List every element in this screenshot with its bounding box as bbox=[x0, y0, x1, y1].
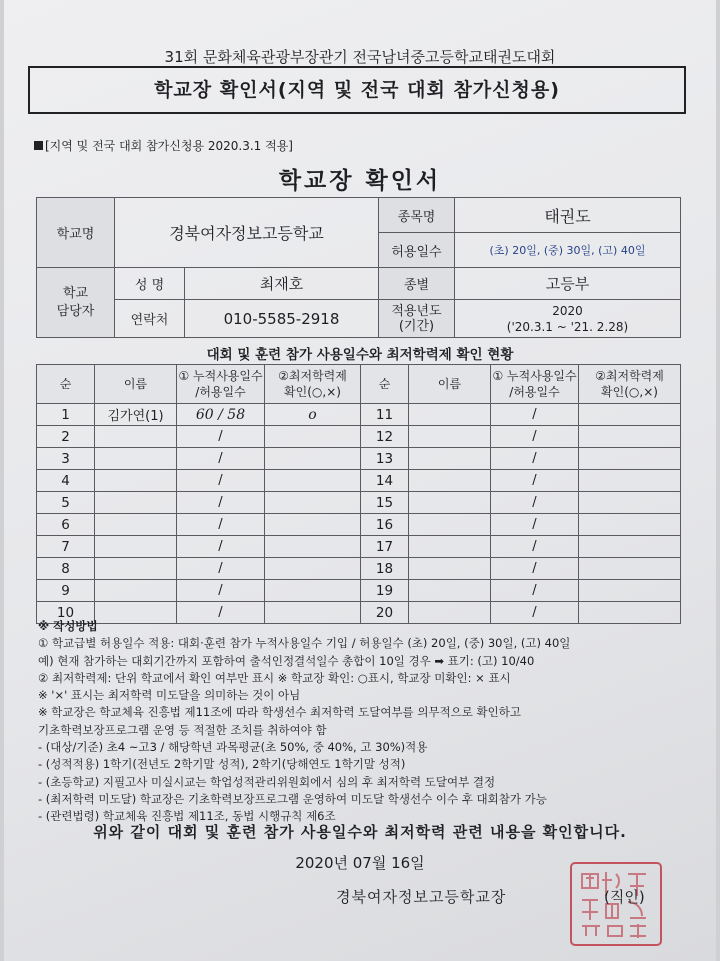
row-number: 7 bbox=[37, 536, 95, 558]
instruction-line: ※ '×' 표시는 최저학력 미도달을 의미하는 것이 아님 bbox=[38, 688, 301, 703]
row-name bbox=[95, 492, 177, 514]
col-check-right: ②최저학력제 확인(○,×) bbox=[579, 365, 681, 404]
manager-name: 최재호 bbox=[185, 268, 379, 300]
table-row bbox=[37, 514, 681, 536]
year-value: 2020 bbox=[552, 303, 583, 318]
row-name bbox=[409, 492, 491, 514]
instruction-line: ② 최저학력제: 단위 학교에서 확인 여부만 표시 ※ 학교장 확인: ○표시, 학교장 미확인: × 표시 bbox=[38, 670, 511, 685]
name-label: 성 명 bbox=[115, 268, 185, 300]
row-check bbox=[579, 492, 681, 514]
row-days: / bbox=[177, 470, 265, 492]
row-days: / bbox=[491, 426, 579, 448]
row-name bbox=[409, 580, 491, 602]
row-name bbox=[409, 558, 491, 580]
row-name: 김가연(1) bbox=[95, 404, 177, 426]
row-days: / bbox=[491, 404, 579, 426]
year-label: 적용년도 (기간) bbox=[379, 300, 455, 338]
contact-label: 연락처 bbox=[115, 300, 185, 338]
row-days: 60 / 58 bbox=[177, 404, 265, 426]
sport-label: 종목명 bbox=[379, 198, 455, 233]
row-number: 10 bbox=[37, 602, 95, 624]
school-label: 학교명 bbox=[37, 198, 115, 268]
row-check bbox=[265, 580, 361, 602]
col-name-right: 이름 bbox=[409, 365, 491, 404]
row-days: / bbox=[491, 448, 579, 470]
row-check bbox=[265, 514, 361, 536]
event-title: 31회 문화체육관광부장관기 전국남녀중고등학교태권도대회 bbox=[164, 48, 556, 66]
row-check bbox=[579, 426, 681, 448]
instruction-line: - (관련법령) 학교체육 진흥법 제11조, 동법 시행규칙 제6조 bbox=[38, 809, 336, 824]
row-number: 6 bbox=[37, 514, 95, 536]
row-number: 8 bbox=[37, 558, 95, 580]
col-no-right: 순 bbox=[361, 365, 409, 404]
row-check bbox=[265, 536, 361, 558]
table-row bbox=[37, 492, 681, 514]
row-days: / bbox=[177, 602, 265, 624]
row-name bbox=[95, 448, 177, 470]
table-row bbox=[37, 558, 681, 580]
info-table bbox=[36, 197, 681, 338]
row-name bbox=[409, 426, 491, 448]
row-name bbox=[95, 514, 177, 536]
row-check bbox=[265, 492, 361, 514]
row-check bbox=[265, 448, 361, 470]
row-check bbox=[265, 426, 361, 448]
row-days: / bbox=[491, 580, 579, 602]
row-name bbox=[95, 470, 177, 492]
row-check bbox=[579, 536, 681, 558]
row-check bbox=[265, 470, 361, 492]
row-number: 19 bbox=[361, 580, 409, 602]
row-check bbox=[579, 580, 681, 602]
row-number: 18 bbox=[361, 558, 409, 580]
table-row bbox=[37, 404, 681, 426]
row-check bbox=[579, 514, 681, 536]
row-check bbox=[579, 470, 681, 492]
square-bullet-icon bbox=[34, 141, 43, 150]
applied-note-text: [지역 및 전국 대회 참가신청용 2020.3.1 적용] bbox=[45, 139, 293, 153]
row-number: 5 bbox=[37, 492, 95, 514]
row-name bbox=[409, 404, 491, 426]
row-days: / bbox=[177, 558, 265, 580]
issue-date: 2020년 07월 16일 bbox=[295, 854, 425, 872]
instruction-line: ① 학교급별 허용일수 적용: 대회·훈련 참가 누적사용일수 기입 / 허용일수 (초) 20일, (중) 30일, (고) 40일 bbox=[38, 636, 571, 651]
allowed-days-value: (초) 20일, (중) 30일, (고) 40일 bbox=[455, 233, 681, 268]
table-body bbox=[37, 404, 681, 624]
row-days: / bbox=[491, 470, 579, 492]
row-name bbox=[95, 558, 177, 580]
type-label: 종별 bbox=[379, 268, 455, 300]
row-days: / bbox=[491, 536, 579, 558]
row-number: 2 bbox=[37, 426, 95, 448]
instructions-heading: ※ 작성방법 bbox=[38, 619, 98, 633]
contact-value: 010-5585-2918 bbox=[185, 300, 379, 338]
applied-note bbox=[34, 137, 293, 154]
row-number: 15 bbox=[361, 492, 409, 514]
seal-label: (직인) bbox=[604, 888, 645, 906]
row-name bbox=[95, 580, 177, 602]
period-value: ('20.3.1 ~ '21. 2.28) bbox=[506, 319, 629, 334]
row-number: 3 bbox=[37, 448, 95, 470]
allowed-days-label: 허용일수 bbox=[379, 233, 455, 268]
row-name bbox=[409, 514, 491, 536]
col-no-left: 순 bbox=[37, 365, 95, 404]
row-days: / bbox=[491, 492, 579, 514]
table-row bbox=[37, 470, 681, 492]
table-header-row bbox=[37, 365, 681, 404]
row-number: 20 bbox=[361, 602, 409, 624]
instruction-line: - (성적적용) 1학기(전년도 2학기말 성적), 2학기(당해연도 1학기말 성적) bbox=[38, 757, 406, 772]
row-number: 9 bbox=[37, 580, 95, 602]
instruction-line: - (초등학교) 지필고사 미실시교는 학업성적관리위원회에서 심의 후 최저학력 도달여부 결정 bbox=[38, 774, 496, 789]
row-name bbox=[409, 536, 491, 558]
col-days-left: ① 누적사용일수 /허용일수 bbox=[177, 365, 265, 404]
doc-title: 학교장 확인서 bbox=[278, 168, 442, 194]
row-days: / bbox=[491, 558, 579, 580]
row-name bbox=[409, 448, 491, 470]
manager-label: 학교 담당자 bbox=[37, 268, 115, 338]
col-days-right: ① 누적사용일수 /허용일수 bbox=[491, 365, 579, 404]
instruction-line: - (최저학력 미도달) 학교장은 기초학력보장프로그램 운영하여 미도달 학생선수 이수 후 대회참가 가능 bbox=[38, 791, 547, 806]
table-row bbox=[37, 580, 681, 602]
instruction-line: - (대상/기준) 초4 ~고3 / 해당학년 과목평균(초 50%, 중 40%, 고 30%)적용 bbox=[38, 740, 428, 755]
division-value: 고등부 bbox=[455, 268, 681, 300]
row-name bbox=[409, 470, 491, 492]
row-name bbox=[95, 426, 177, 448]
row-check bbox=[265, 558, 361, 580]
row-days: / bbox=[177, 514, 265, 536]
document-page bbox=[4, 0, 716, 961]
row-number: 13 bbox=[361, 448, 409, 470]
row-number: 12 bbox=[361, 426, 409, 448]
instructions bbox=[38, 618, 688, 826]
instruction-line: 기초학력보장프로그램 운영 등 적절한 조치를 취하여야 함 bbox=[38, 722, 327, 737]
col-name-left: 이름 bbox=[95, 365, 177, 404]
row-check bbox=[579, 448, 681, 470]
participation-table bbox=[36, 364, 681, 624]
row-check: o bbox=[265, 404, 361, 426]
row-check bbox=[579, 404, 681, 426]
row-days: / bbox=[177, 580, 265, 602]
table-row bbox=[37, 426, 681, 448]
summary-title: 대회 및 훈련 참가 사용일수와 최저학력제 확인 현황 bbox=[206, 347, 514, 363]
confirm-statement: 위와 같이 대회 및 훈련 참가 사용일수와 최저학력 관련 내용을 확인합니다. bbox=[93, 823, 627, 841]
year-cell bbox=[455, 300, 681, 338]
school-name: 경북여자정보고등학교 bbox=[115, 198, 379, 268]
col-check-left: ②최저학력제 확인(○,×) bbox=[265, 365, 361, 404]
row-days: / bbox=[491, 514, 579, 536]
table-row bbox=[37, 448, 681, 470]
row-days: / bbox=[177, 448, 265, 470]
row-number: 17 bbox=[361, 536, 409, 558]
row-days: / bbox=[177, 536, 265, 558]
row-days: / bbox=[491, 602, 579, 624]
instruction-line: 예) 현재 참가하는 대회기간까지 포함하여 출석인정결석일수 총합이 10일 경우 ➡ 표기: (고) 10/40 bbox=[38, 653, 535, 668]
form-banner: 학교장 확인서(지역 및 전국 대회 참가신청용) bbox=[28, 66, 686, 114]
row-days: / bbox=[177, 426, 265, 448]
row-check bbox=[579, 558, 681, 580]
row-name bbox=[95, 536, 177, 558]
sport-value: 태권도 bbox=[455, 198, 681, 233]
table-row bbox=[37, 536, 681, 558]
instruction-line: ※ 학교장은 학교체육 진흥법 제11조에 따라 학생선수 최저학력 도달여부를 의무적으로 확인하고 bbox=[38, 705, 521, 720]
row-number: 14 bbox=[361, 470, 409, 492]
row-days: / bbox=[177, 492, 265, 514]
row-number: 1 bbox=[37, 404, 95, 426]
row-number: 11 bbox=[361, 404, 409, 426]
row-number: 4 bbox=[37, 470, 95, 492]
principal-name: 경북여자정보고등학교장 bbox=[336, 888, 507, 906]
row-number: 16 bbox=[361, 514, 409, 536]
